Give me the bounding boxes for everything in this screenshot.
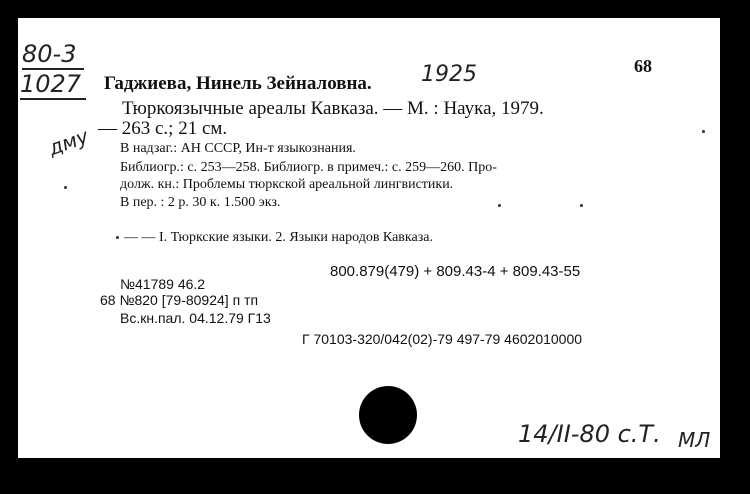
punch-hole — [359, 386, 417, 444]
birth-year-handwritten: 1925 — [421, 62, 477, 87]
bibliography-note: Библиогр.: с. 253—258. Библиогр. в примеч.: с. 259—260. Про- — [120, 160, 497, 175]
print-speck — [64, 186, 67, 189]
print-speck — [702, 130, 705, 133]
record-number-2: 68 №820 [79-80924] п тп — [100, 292, 259, 308]
record-number-1: №41789 46.2 — [120, 276, 206, 292]
card-number: 68 — [634, 56, 652, 76]
shelfmark-bottom: 1027 — [20, 70, 82, 98]
price-line: В пер. : 2 р. 30 к. 1.500 экз. — [120, 195, 281, 210]
catalog-card — [18, 18, 720, 458]
author-heading: Гаджиева, Нинель Зейналовна. — [104, 73, 372, 94]
chamber-line: Вс.кн.пал. 04.12.79 Г13 — [120, 310, 271, 326]
print-speck — [116, 236, 119, 239]
print-speck — [580, 204, 583, 207]
shelfmark-top: 80-3 — [22, 40, 77, 68]
index-line: Г 70103-320/042(02)-79 497-79 4602010000 — [302, 331, 583, 347]
series-note: долж. кн.: Проблемы тюркской ареальной лингвистики. — [120, 177, 454, 192]
handwritten-initials: МЛ — [678, 428, 711, 452]
margin-note-handwritten: дму — [45, 123, 92, 161]
classification-line: 800.879(479) + 809.43-4 + 809.43-55 — [330, 263, 581, 280]
extent-line: — 263 с.; 21 см. — [98, 118, 228, 139]
title-line: Тюркоязычные ареалы Кавказа. — М. : Наука, 1979. — [122, 98, 544, 119]
handwritten-date: 14/II-80 с.Т. — [518, 420, 661, 448]
subjects-line: — — I. Тюркские языки. 2. Языки народов Кавказа. — [124, 230, 433, 245]
print-speck — [498, 204, 501, 207]
shelfmark-underline-2 — [20, 98, 86, 100]
header-note: В надзаг.: АН СССР, Ин-т языкознания. — [120, 141, 356, 156]
